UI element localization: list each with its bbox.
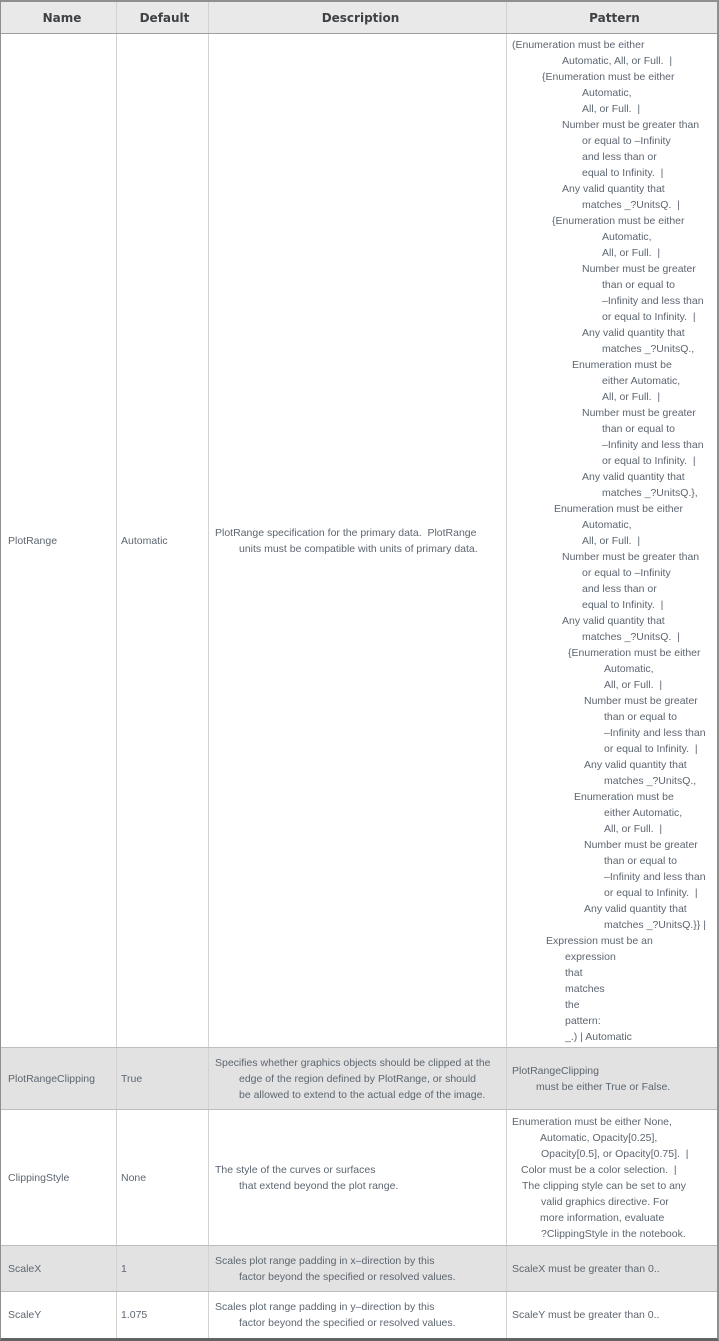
pattern-line: and less than or [582,582,657,595]
option-default-value: True [121,1072,143,1085]
pattern-line: or equal to –Infinity [582,566,671,579]
pattern-line: All, or Full. | [604,822,663,835]
pattern-line: or equal to Infinity. | [602,310,696,323]
pattern-line: pattern: [565,1014,601,1027]
description-line: that extend beyond the plot range. [239,1179,399,1192]
pattern-line: ScaleX must be greater than 0.. [512,1262,660,1275]
pattern-line: Automatic, All, or Full. | [562,54,673,67]
description-line: Scales plot range padding in x–direction by this [215,1254,435,1267]
pattern-line: matches _?UnitsQ. | [582,630,680,643]
pattern-line: Number must be greater than [562,118,700,131]
option-description-cell [208,1246,506,1291]
pattern-line: than or equal to [604,710,677,723]
description-line: Scales plot range padding in y–direction by this [215,1301,435,1313]
pattern-line: {Enumeration must be either [552,214,685,227]
option-name: ScaleX [8,1262,42,1275]
pattern-line: {Enumeration must be either [568,646,701,659]
option-default-cell [116,1246,208,1291]
description-line: be allowed to extend to the actual edge of the image. [239,1088,486,1101]
pattern-line: Expression must be an [546,934,653,947]
pattern-line: or equal to Infinity. | [604,742,698,755]
option-name-cell [1,1110,116,1245]
pattern-line: All, or Full. | [582,534,641,547]
pattern-line: or equal to Infinity. | [604,886,698,899]
pattern-line: PlotRangeClipping [512,1064,599,1077]
pattern-line: equal to Infinity. | [582,598,664,611]
pattern-line: Any valid quantity that [582,470,685,483]
option-pattern-cell [506,1110,717,1245]
table-header-row [1,2,717,34]
pattern-line: Number must be greater [582,406,696,419]
pattern-line: either Automatic, [604,806,683,819]
pattern-line: Number must be greater [584,694,698,707]
option-name: ClippingStyle [8,1171,70,1184]
pattern-line: Automatic, [582,86,632,99]
option-description-cell [208,1292,506,1338]
pattern-line: All, or Full. | [604,678,663,691]
pattern-line: Any valid quantity that [562,614,665,627]
pattern-line: Enumeration must be either [554,502,683,515]
table-row [1,1291,717,1338]
option-default-cell [116,34,208,1047]
pattern-line: Any valid quantity that [582,326,685,339]
description-line: Specifies whether graphics objects should be clipped at the [215,1056,491,1069]
pattern-line: {Enumeration must be either [542,70,675,83]
table-row [1,34,717,1047]
header-name: Name [42,10,82,25]
pattern-line: than or equal to [602,422,675,435]
pattern-line: Any valid quantity that [584,902,687,915]
pattern-line: Automatic, [604,662,654,675]
description-line: The style of the curves or surfaces [215,1163,376,1176]
pattern-line: Number must be greater [582,262,696,275]
pattern-line: –Infinity and less than [602,438,704,451]
pattern-line: and less than or [582,150,657,163]
option-default-cell [116,1292,208,1338]
pattern-line: All, or Full. | [602,390,661,403]
pattern-line: the [565,998,580,1011]
pattern-line: Number must be greater [584,838,698,851]
option-name: PlotRange [8,534,58,547]
pattern-line: that [565,966,583,979]
pattern-line: expression [565,950,616,963]
option-pattern-cell [506,1048,717,1109]
pattern-line: either Automatic, [602,374,681,387]
pattern-line: matches [565,982,605,995]
pattern-line: Enumeration must be [574,790,674,803]
pattern-line: ?ClippingStyle in the notebook. [541,1227,686,1240]
pattern-line: –Infinity and less than [602,294,704,307]
option-pattern-cell [506,1292,717,1338]
option-name-cell [1,1048,116,1109]
pattern-line: Automatic, Opacity[0.25], [540,1131,658,1144]
pattern-line: matches _?UnitsQ., [604,774,697,787]
pattern-line: than or equal to [604,854,677,867]
pattern-line: must be either True or False. [536,1080,671,1093]
description-line: factor beyond the specified or resolved values. [239,1317,456,1329]
pattern-line: Color must be a color selection. | [521,1163,677,1176]
pattern-line: All, or Full. | [602,246,661,259]
pattern-line: matches _?UnitsQ. | [582,198,680,211]
option-default-value: None [121,1171,147,1184]
option-default-cell [116,1048,208,1109]
pattern-line: Enumeration must be either None, [512,1115,672,1128]
pattern-line: –Infinity and less than [604,870,706,883]
option-description-cell [208,34,506,1047]
table-row [1,1047,717,1109]
option-name: ScaleY [8,1309,42,1321]
option-name-cell [1,1292,116,1338]
pattern-line: than or equal to [602,278,675,291]
option-description-cell [208,1110,506,1245]
pattern-line: (Enumeration must be either [512,38,645,51]
pattern-line: ScaleY must be greater than 0.. [512,1309,660,1321]
pattern-line: _.) | Automatic [565,1030,632,1043]
pattern-line: Enumeration must be [572,358,672,371]
option-pattern-cell [506,1246,717,1291]
pattern-line: or equal to –Infinity [582,134,671,147]
pattern-line: equal to Infinity. | [582,166,664,179]
pattern-line: The clipping style can be set to any [522,1179,687,1192]
description-line: edge of the region defined by PlotRange, or should [239,1072,477,1085]
pattern-line: Number must be greater than [562,550,700,563]
option-default-cell [116,1110,208,1245]
pattern-line: Automatic, [602,230,652,243]
description-line: factor beyond the specified or resolved values. [239,1270,456,1283]
option-name-cell [1,34,116,1047]
pattern-line: All, or Full. | [582,102,641,115]
header-default: Default [116,2,208,33]
description-line: units must be compatible with units of primary data. [239,542,478,555]
option-name-cell [1,1246,116,1291]
option-name: PlotRangeClipping [8,1072,95,1085]
pattern-line: matches _?UnitsQ.}} | [604,918,706,931]
pattern-line: Opacity[0.5], or Opacity[0.75]. | [541,1147,689,1160]
pattern-line: matches _?UnitsQ., [602,342,695,355]
pattern-line: Automatic, [582,518,632,531]
description-line: PlotRange specification for the primary data. PlotRange [215,526,477,539]
pattern-line: –Infinity and less than [604,726,706,739]
option-default-value: Automatic [121,534,168,547]
option-default-value: 1.075 [121,1309,148,1321]
table-row [1,1245,717,1291]
option-pattern-cell [506,34,717,1047]
option-description-cell [208,1048,506,1109]
table-body [1,34,717,1338]
header-description: Description [208,2,506,33]
pattern-line: more information, evaluate [540,1211,665,1224]
option-default-value: 1 [121,1262,127,1275]
header-pattern: Pattern [506,2,717,33]
pattern-line: matches _?UnitsQ.}, [602,486,698,499]
pattern-line: Any valid quantity that [584,758,687,771]
pattern-line: or equal to Infinity. | [602,454,696,467]
table-row [1,1109,717,1245]
pattern-line: Any valid quantity that [562,182,665,195]
pattern-line: valid graphics directive. For [541,1195,669,1208]
